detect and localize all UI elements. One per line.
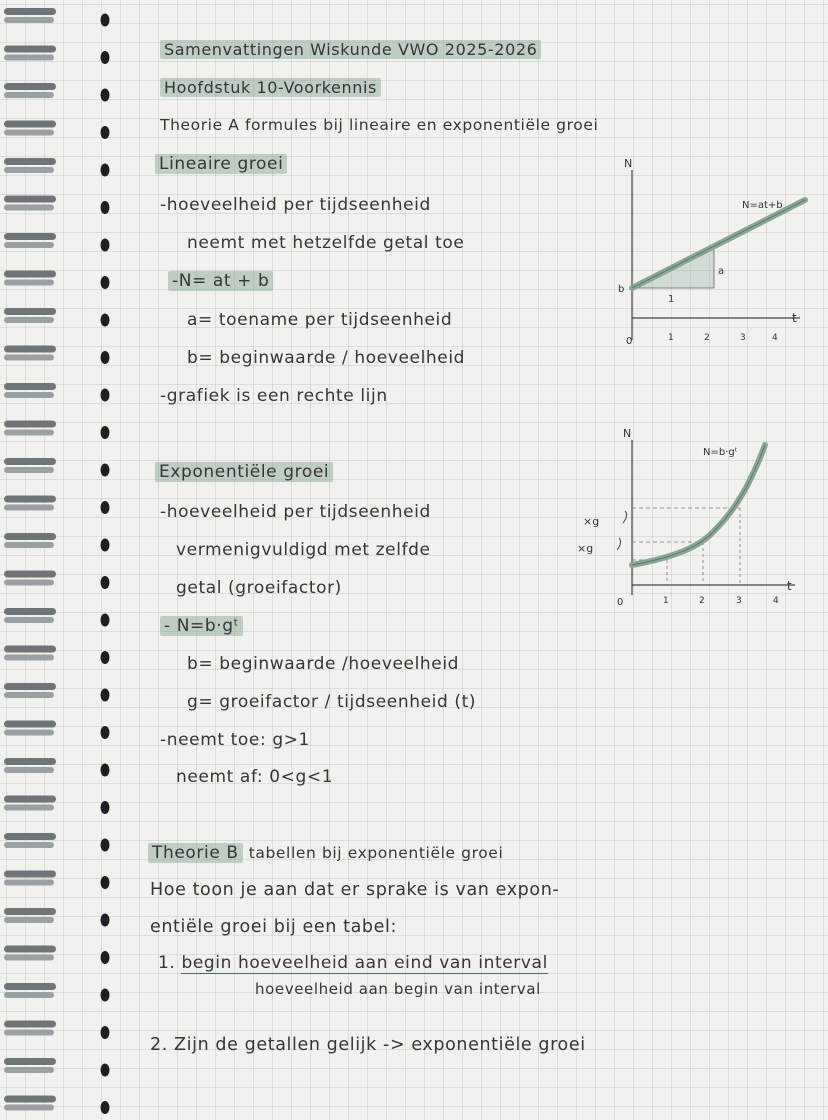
punch-hole <box>101 801 110 814</box>
linear-x-axis-label: t <box>792 311 797 325</box>
spiral-coil <box>4 83 56 98</box>
spiral-coil <box>4 646 56 661</box>
spiral-coil <box>4 121 56 136</box>
punch-hole <box>101 989 110 1002</box>
punch-hole <box>101 351 110 364</box>
exp-heading: Exponentiële groei <box>155 462 333 482</box>
spiral-coil <box>4 608 56 623</box>
exp-line-g: g= groeifactor / tijdseenheid (t) <box>187 692 477 712</box>
punch-hole <box>101 389 110 402</box>
exp-curve <box>632 445 765 565</box>
linear-formula: -N= at + b <box>168 271 273 291</box>
theory-b-line-2: entiële groei bij een tabel: <box>150 917 397 937</box>
exp-formula-label: N=b·gᵗ <box>703 447 738 458</box>
spiral-coil <box>4 1021 56 1036</box>
punch-hole <box>101 426 110 439</box>
linear-tick-4: 4 <box>772 333 778 343</box>
spiral-coil <box>4 908 56 923</box>
linear-line-graph: -grafiek is een rechte lijn <box>160 386 388 406</box>
punch-hole <box>101 314 110 327</box>
punch-hole <box>101 951 110 964</box>
exponential-growth-graph <box>575 425 805 610</box>
punch-hole <box>101 51 110 64</box>
punch-hole <box>101 239 110 252</box>
spiral-coil <box>4 271 56 286</box>
punch-hole <box>101 14 110 27</box>
punch-hole <box>101 614 110 627</box>
punch-hole <box>101 876 110 889</box>
spiral-coil <box>4 196 56 211</box>
punch-hole <box>101 839 110 852</box>
chapter-heading: Hoofdstuk 10-Voorkennis <box>160 78 381 97</box>
punch-hole <box>101 126 110 139</box>
punch-hole <box>101 1026 110 1039</box>
exp-tick-4: 4 <box>773 596 779 606</box>
linear-origin-label: 0 <box>626 336 633 347</box>
punch-hole <box>101 89 110 102</box>
spiral-coil <box>4 833 56 848</box>
spiral-coil <box>4 421 56 436</box>
linear-line-a: a= toename per tijdseenheid <box>187 310 453 330</box>
spiral-coil <box>4 683 56 698</box>
linear-run-label: 1 <box>668 294 675 305</box>
punch-hole <box>101 914 110 927</box>
spiral-coil <box>4 871 56 886</box>
spiral-coil <box>4 533 56 548</box>
exp-x-axis-label: t <box>787 579 792 593</box>
punch-hole <box>101 201 110 214</box>
spiral-coil <box>4 796 56 811</box>
notes-title: Samenvattingen Wiskunde VWO 2025-2026 <box>160 40 541 59</box>
theory-b-step-1: 1. begin hoeveelheid aan eind van interval <box>158 953 548 973</box>
linear-tick-3: 3 <box>740 333 746 343</box>
linear-line-1: -hoeveelheid per tijdseenheid <box>160 195 431 215</box>
spiral-coil <box>4 308 56 323</box>
fraction-denominator: hoeveelheid aan begin van interval <box>255 980 541 998</box>
punch-hole <box>101 764 110 777</box>
spiral-coil <box>4 571 56 586</box>
punch-hole <box>101 689 110 702</box>
punch-hole <box>101 539 110 552</box>
spiral-coil <box>4 46 56 61</box>
spiral-coil <box>4 721 56 736</box>
exp-line-1: -hoeveelheid per tijdseenheid <box>160 502 431 522</box>
spiral-coil <box>4 1096 56 1111</box>
punch-holes <box>90 0 120 1120</box>
exp-line-increase: -neemt toe: g>1 <box>160 730 310 750</box>
spiral-coil <box>4 233 56 248</box>
spiral-coil <box>4 1058 56 1073</box>
exp-tick-1: 1 <box>663 596 669 606</box>
punch-hole <box>101 464 110 477</box>
spiral-coil <box>4 158 56 173</box>
theory-b-line-1: Hoe toon je aan dat er sprake is van expon- <box>150 880 560 900</box>
spiral-coil <box>4 946 56 961</box>
punch-hole <box>101 726 110 739</box>
linear-rise-label: a <box>718 266 725 277</box>
punch-hole <box>101 651 110 664</box>
theory-a-heading: Theorie A formules bij lineaire en exponentiële groei <box>160 116 599 134</box>
linear-line-b: b= beginwaarde / hoeveelheid <box>187 348 466 368</box>
exp-factor-arc-1 <box>623 511 627 523</box>
linear-tick-1: 1 <box>668 333 674 343</box>
punch-hole <box>101 576 110 589</box>
exp-formula: - N=b·gᵗ <box>160 616 243 636</box>
exp-factor-arc-2 <box>617 538 621 550</box>
exp-y-axis-label: N <box>623 427 632 440</box>
linear-line-2: neemt met hetzelfde getal toe <box>187 233 465 253</box>
linear-formula-label: N=at+b <box>742 200 783 211</box>
exp-line-b: b= beginwaarde /hoeveelheid <box>187 654 460 674</box>
linear-b-label: b <box>618 284 625 295</box>
punch-hole <box>101 1064 110 1077</box>
spiral-coil <box>4 983 56 998</box>
fraction-numerator: begin hoeveelheid aan eind van interval <box>181 953 548 973</box>
linear-y-axis-label: N <box>624 157 633 170</box>
linear-heading: Lineaire groei <box>155 154 287 174</box>
exp-tick-3: 3 <box>736 596 742 606</box>
exp-tick-2: 2 <box>699 596 705 606</box>
spiral-coil <box>4 8 56 23</box>
spiral-coil <box>4 758 56 773</box>
punch-hole <box>101 276 110 289</box>
exp-line-3: getal (groeifactor) <box>176 578 342 598</box>
theory-b-step-2: 2. Zijn de getallen gelijk -> exponentiële groei <box>150 1035 586 1055</box>
spiral-coil <box>4 346 56 361</box>
linear-tick-2: 2 <box>704 333 710 343</box>
exp-line-2: vermenigvuldigd met zelfde <box>176 540 431 560</box>
spiral-coil <box>4 496 56 511</box>
exp-origin-label: 0 <box>617 597 624 608</box>
exp-factor-label-1: ×g <box>583 515 600 528</box>
exp-line-decrease: neemt af: 0<g<1 <box>176 767 334 787</box>
spiral-coil <box>4 458 56 473</box>
punch-hole <box>101 501 110 514</box>
punch-hole <box>101 1101 110 1114</box>
theory-b-heading: Theorie B tabellen bij exponentiële groei <box>148 843 503 863</box>
spiral-coil <box>4 383 56 398</box>
punch-hole <box>101 164 110 177</box>
linear-growth-graph <box>610 150 810 360</box>
exp-factor-label-2: ×g <box>577 542 594 555</box>
spiral-binding <box>0 0 70 1120</box>
